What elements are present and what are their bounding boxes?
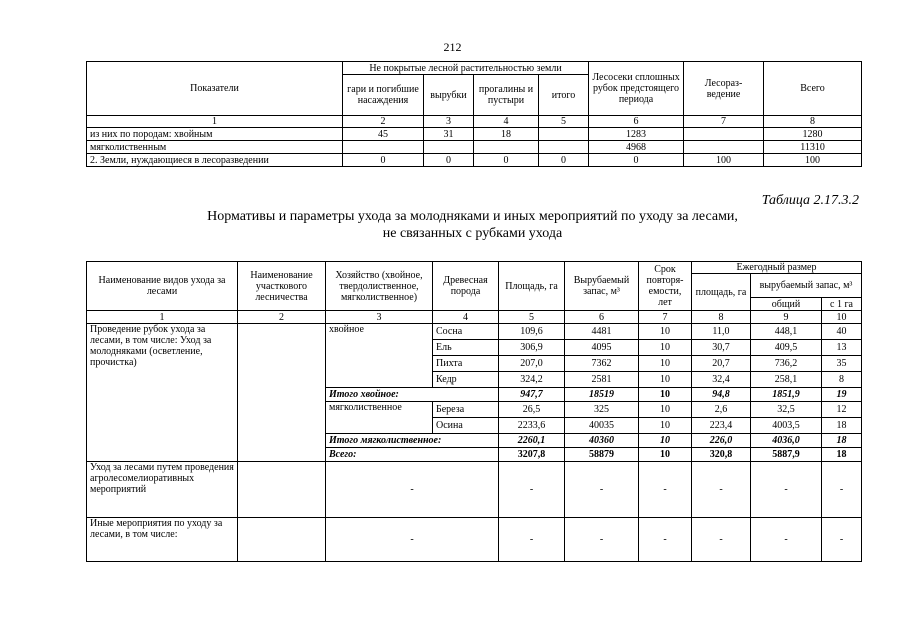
cell: 10 [639, 418, 692, 434]
cell: 58879 [565, 448, 639, 462]
table-row [87, 324, 862, 340]
header-clearings: вырубки [424, 75, 474, 116]
header-type: Наименование видов ухода за лесами [87, 262, 238, 311]
cell: 325 [565, 402, 639, 418]
cell: 0 [343, 154, 424, 167]
cell: 26,5 [499, 402, 565, 418]
cell: 2,6 [692, 402, 751, 418]
cell [539, 128, 589, 141]
land-table [86, 61, 862, 167]
dash-cell: - [751, 462, 822, 518]
subtotal-label: Итого мягколиственное: [326, 434, 499, 448]
col-number: 2 [238, 311, 326, 324]
subtotal-label: Итого хвойное: [326, 388, 499, 402]
col-number: 6 [589, 116, 684, 128]
cell: 0 [424, 154, 474, 167]
cell: 258,1 [751, 372, 822, 388]
cell: 10 [639, 388, 692, 402]
column-numbers-row [87, 311, 862, 324]
dash-cell: - [499, 462, 565, 518]
header-period: Срок повторя- емости, лет [639, 262, 692, 311]
dash-cell: - [499, 518, 565, 562]
cell [684, 141, 764, 154]
cell: 32,4 [692, 372, 751, 388]
cell: 18519 [565, 388, 639, 402]
cell [474, 141, 539, 154]
cell [238, 518, 326, 562]
cell: 18 [822, 418, 862, 434]
dash-cell: - [822, 462, 862, 518]
cell: 20,7 [692, 356, 751, 372]
cell: 5887,9 [751, 448, 822, 462]
cell: 45 [343, 128, 424, 141]
section2-name: Уход за лесами путем проведения агролесомелиоративных мероприятий [87, 462, 238, 518]
dash-cell: - [326, 518, 499, 562]
table-row [87, 128, 862, 141]
table-row [87, 518, 862, 562]
cell: 409,5 [751, 340, 822, 356]
table-label: Таблица 2.17.3.2 [761, 193, 859, 208]
cell: 2233,6 [499, 418, 565, 434]
cell: 1280 [764, 128, 862, 141]
cell: 109,6 [499, 324, 565, 340]
cell: 11310 [764, 141, 862, 154]
cell: 2260,1 [499, 434, 565, 448]
cell: 4968 [589, 141, 684, 154]
cell: 10 [639, 448, 692, 462]
dash-cell: - [639, 462, 692, 518]
cell: 12 [822, 402, 862, 418]
cell: 18 [822, 448, 862, 462]
header-burnt: гари и погибшие насаждения [343, 75, 424, 116]
table-row [87, 141, 862, 154]
cell: 10 [639, 372, 692, 388]
col-number: 4 [474, 116, 539, 128]
cell: 94,8 [692, 388, 751, 402]
col-number: 3 [424, 116, 474, 128]
cell: 947,7 [499, 388, 565, 402]
dash-cell: - [751, 518, 822, 562]
cell: 7362 [565, 356, 639, 372]
cell [424, 141, 474, 154]
cell: 10 [639, 356, 692, 372]
header-cutting-areas: Лесосеки сплошных рубок предстоящего периода [589, 62, 684, 116]
cell [238, 462, 326, 518]
header-forestry: Наименование участкового лесничества [238, 262, 326, 311]
header-per-ha: с 1 га [822, 298, 862, 311]
col-number: 8 [692, 311, 751, 324]
header-area: Площадь, га [499, 262, 565, 311]
cell: 4036,0 [751, 434, 822, 448]
col-number: 7 [684, 116, 764, 128]
header-economy: Хозяйство (хвойное, твердолиственное, мягколиственное) [326, 262, 433, 311]
col-number: 2 [343, 116, 424, 128]
cell: 448,1 [751, 324, 822, 340]
table-row [87, 462, 862, 518]
total-label: Всего: [326, 448, 499, 462]
header-not-covered: Не покрытые лесной растительностью земли [343, 62, 589, 75]
col-number: 8 [764, 116, 862, 128]
cell: 226,0 [692, 434, 751, 448]
header-all: Всего [764, 62, 862, 116]
cell: 31 [424, 128, 474, 141]
row-label: мягколиственным [87, 141, 343, 154]
cell: 100 [764, 154, 862, 167]
header-indicators: Показатели [87, 62, 343, 116]
dash-cell: - [326, 462, 499, 518]
cell: 8 [822, 372, 862, 388]
row-label: из них по породам: хвойным [87, 128, 343, 141]
species-cell: Осина [433, 418, 499, 434]
cell: 18 [822, 434, 862, 448]
cell: 10 [639, 434, 692, 448]
cell: 13 [822, 340, 862, 356]
cell: 4481 [565, 324, 639, 340]
col-number: 5 [499, 311, 565, 324]
species-cell: Пихта [433, 356, 499, 372]
col-number: 1 [87, 311, 238, 324]
col-number: 1 [87, 116, 343, 128]
forestry-cell [238, 324, 326, 462]
header-total-group: итого [539, 75, 589, 116]
dash-cell: - [565, 518, 639, 562]
col-number: 3 [326, 311, 433, 324]
cell: 10 [639, 402, 692, 418]
header-volume: Вырубаемый запас, м³ [565, 262, 639, 311]
cell: 35 [822, 356, 862, 372]
care-norms-table [86, 261, 862, 562]
cell: 18 [474, 128, 539, 141]
col-number: 6 [565, 311, 639, 324]
dash-cell: - [692, 462, 751, 518]
cell [539, 141, 589, 154]
cell: 324,2 [499, 372, 565, 388]
species-cell: Береза [433, 402, 499, 418]
cell: 10 [639, 324, 692, 340]
cell: 306,9 [499, 340, 565, 356]
header-species: Древесная порода [433, 262, 499, 311]
table-title-line: не связанных с рубками ухода [382, 226, 563, 241]
dash-cell: - [822, 518, 862, 562]
cell: 2581 [565, 372, 639, 388]
table-row [87, 154, 862, 167]
cell: 1851,9 [751, 388, 822, 402]
economy-conifer: хвойное [326, 324, 433, 388]
cell: 11,0 [692, 324, 751, 340]
cell: 4003,5 [751, 418, 822, 434]
cell: 0 [539, 154, 589, 167]
header-annual: Ежегодный размер [692, 262, 862, 274]
column-numbers-row [87, 116, 862, 128]
cell: 0 [474, 154, 539, 167]
cell: 223,4 [692, 418, 751, 434]
cell: 40 [822, 324, 862, 340]
cell: 30,7 [692, 340, 751, 356]
cell: 40360 [565, 434, 639, 448]
dash-cell: - [565, 462, 639, 518]
cell: 736,2 [751, 356, 822, 372]
species-cell: Сосна [433, 324, 499, 340]
cell: 207,0 [499, 356, 565, 372]
cell: 32,5 [751, 402, 822, 418]
header-reforestation: Лесораз- ведение [684, 62, 764, 116]
cell: 100 [684, 154, 764, 167]
table-title [0, 208, 905, 242]
cell: 19 [822, 388, 862, 402]
cell: 3207,8 [499, 448, 565, 462]
page-number: 212 [443, 40, 462, 54]
header-annual-area: площадь, га [692, 274, 751, 311]
cell: 4095 [565, 340, 639, 356]
header-glades: прогалины и пустыри [474, 75, 539, 116]
col-number: 7 [639, 311, 692, 324]
section3-name: Иные мероприятия по уходу за лесами, в том числе: [87, 518, 238, 562]
cell [684, 128, 764, 141]
table-title-line: Нормативы и параметры ухода за молодняками и иных мероприятий по уходу за лесами, [207, 209, 738, 224]
col-number: 9 [751, 311, 822, 324]
species-cell: Кедр [433, 372, 499, 388]
col-number: 5 [539, 116, 589, 128]
col-number: 4 [433, 311, 499, 324]
species-cell: Ель [433, 340, 499, 356]
col-number: 10 [822, 311, 862, 324]
cell: 320,8 [692, 448, 751, 462]
header-total: общий [751, 298, 822, 311]
cell: 1283 [589, 128, 684, 141]
header-annual-volume: вырубаемый запас, м³ [751, 274, 862, 298]
cell: 40035 [565, 418, 639, 434]
dash-cell: - [639, 518, 692, 562]
economy-soft: мягколиственное [326, 402, 433, 434]
cell: 0 [589, 154, 684, 167]
section1-name: Проведение рубок ухода за лесами, в том числе: Уход за молодняками (осветление, прочистка) [87, 324, 238, 462]
dash-cell: - [692, 518, 751, 562]
cell: 10 [639, 340, 692, 356]
cell [343, 141, 424, 154]
row-label: 2. Земли, нуждающиеся в лесоразведении [87, 154, 343, 167]
